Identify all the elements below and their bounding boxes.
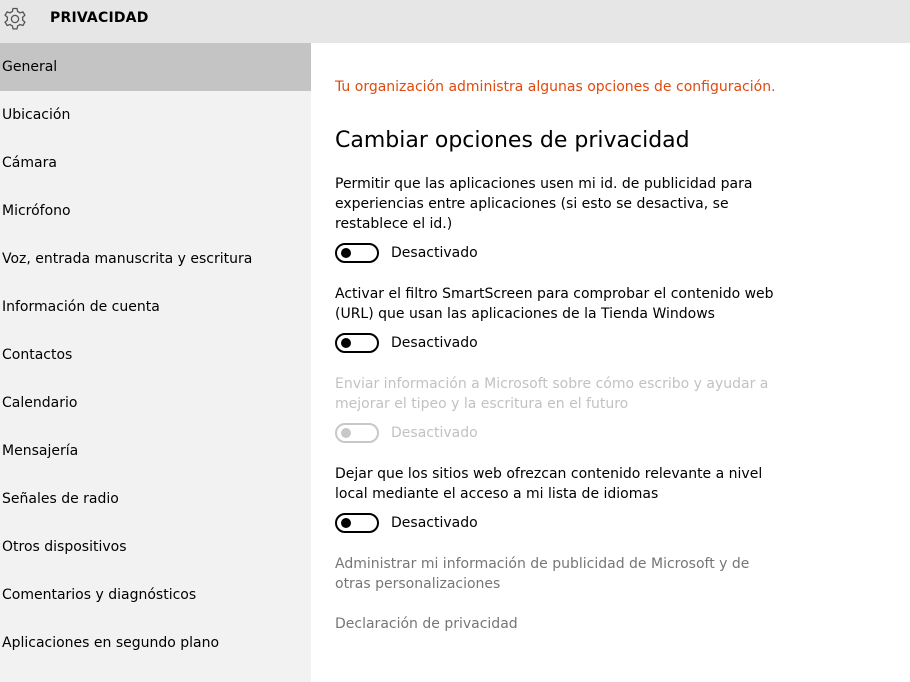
toggle-state-label: Desactivado — [391, 335, 478, 351]
option-description: Activar el filtro SmartScreen para comprobar el contenido web (URL) que usan las aplicaciones de la Tienda Windows — [335, 286, 774, 322]
option-description: Dejar que los sitios web ofrezcan contenido relevante a nivel local mediante el acceso a mi lista de idiomas — [335, 466, 763, 502]
sidebar — [0, 43, 311, 682]
advertising-id-toggle[interactable] — [335, 243, 379, 263]
sidebar-item-camara[interactable]: Cámara — [2, 155, 57, 171]
option-advertising-id — [335, 174, 780, 265]
sidebar-item-aplicaciones-segundo-plano[interactable]: Aplicaciones en segundo plano — [2, 635, 220, 651]
toggle-state-label: Desactivado — [391, 245, 478, 261]
toggle-state-label: Desactivado — [391, 425, 478, 441]
sidebar-item-comentarios[interactable]: Comentarios y diagnósticos — [2, 587, 197, 603]
toggle-knob — [341, 248, 351, 258]
sidebar-item-general[interactable]: General — [0, 43, 311, 91]
manage-ads-link[interactable]: Administrar mi información de publicidad de Microsoft y de otras personalizaciones — [335, 556, 750, 592]
smartscreen-toggle[interactable] — [335, 333, 379, 353]
org-managed-notice: Tu organización administra algunas opciones de configuración. — [335, 79, 776, 95]
option-language-list — [335, 464, 780, 535]
sidebar-item-ubicacion[interactable]: Ubicación — [2, 107, 71, 123]
toggle-knob — [341, 338, 351, 348]
option-description: Enviar información a Microsoft sobre cómo escribo y ayudar a mejorar el tipeo y la escritura en el futuro — [335, 376, 769, 412]
option-smartscreen — [335, 284, 780, 355]
gear-icon — [2, 6, 28, 32]
privacy-statement-link[interactable]: Declaración de privacidad — [335, 616, 518, 632]
toggle-knob — [341, 518, 351, 528]
sidebar-item-voz[interactable]: Voz, entrada manuscrita y escritura — [2, 251, 253, 267]
sidebar-item-informacion-cuenta[interactable]: Información de cuenta — [2, 299, 160, 315]
title-bar — [0, 0, 910, 43]
section-title: Cambiar opciones de privacidad — [335, 128, 690, 153]
sidebar-item-contactos[interactable]: Contactos — [2, 347, 73, 363]
sidebar-item-calendario[interactable]: Calendario — [2, 395, 78, 411]
sidebar-item-otros-dispositivos[interactable]: Otros dispositivos — [2, 539, 127, 555]
toggle-state-label: Desactivado — [391, 515, 478, 531]
page-title: PRIVACIDAD — [50, 10, 149, 26]
sidebar-item-senales-radio[interactable]: Señales de radio — [2, 491, 119, 507]
typing-info-toggle — [335, 423, 379, 443]
toggle-knob — [341, 428, 351, 438]
option-description: Permitir que las aplicaciones usen mi id. de publicidad para experiencias entre aplicaciones (si esto se desactiva, se restablece el id.) — [335, 176, 753, 232]
sidebar-item-microfono[interactable]: Micrófono — [2, 203, 71, 219]
language-list-toggle[interactable] — [335, 513, 379, 533]
sidebar-item-mensajeria[interactable]: Mensajería — [2, 443, 79, 459]
option-typing-info — [335, 374, 780, 445]
